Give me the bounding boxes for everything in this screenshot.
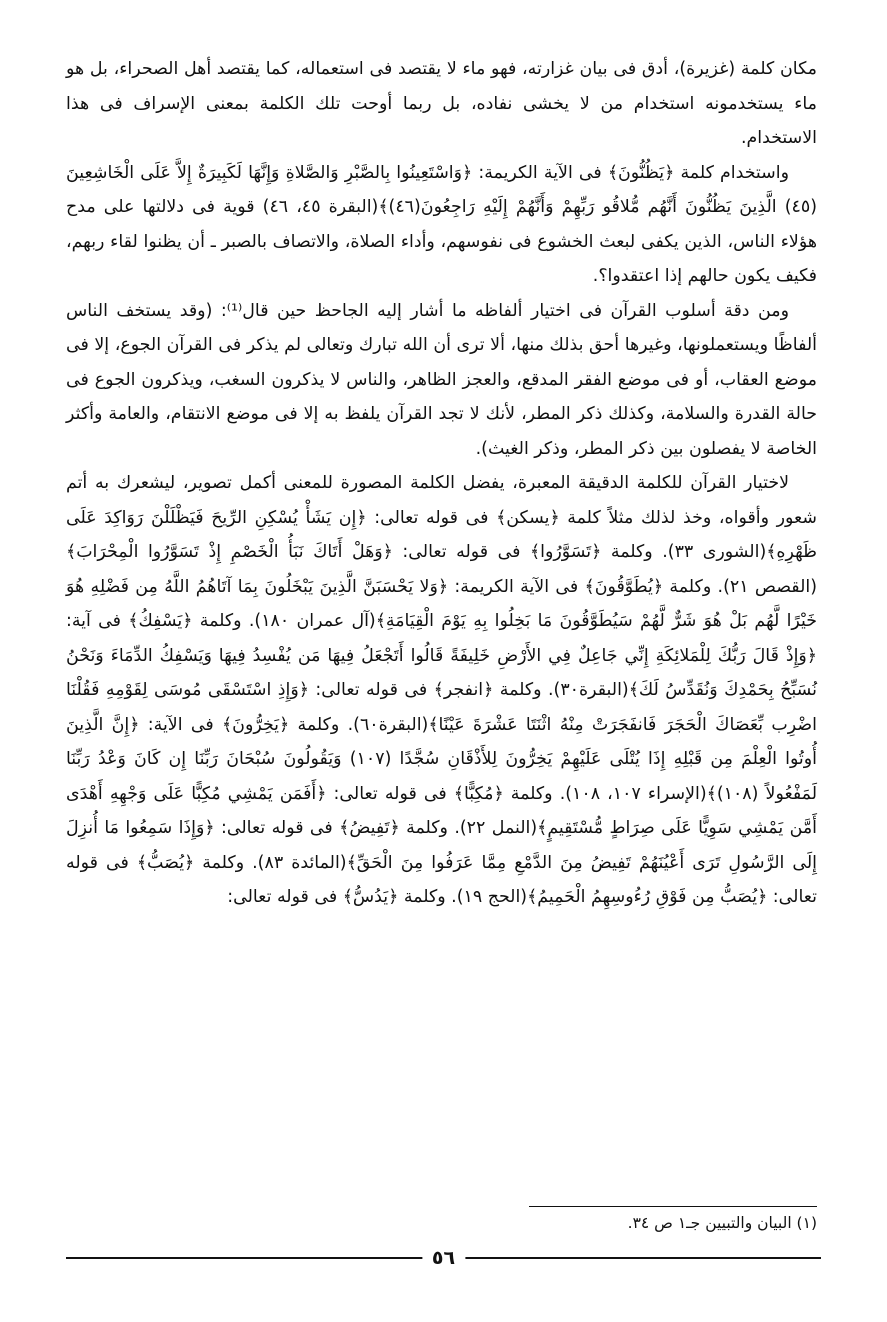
- paragraph: مكان كلمة (غزيرة)، أدق فى بيان غزارته، فهو ماء لا يقتصد فى استعماله، كما يقتصد أهل الصحراء، بل هو ماء يستخدمونه استخدام من لا يخشى نفاده، بل ربما أوحت تلك الكلمة بمعنى الإسراف فى هذا الاستخدام.: [66, 59, 817, 148]
- main-text: [66, 52, 817, 915]
- page-footer: [66, 1244, 821, 1272]
- page-number: ٥٦: [422, 1244, 465, 1272]
- paragraph: ومن دقة أسلوب القرآن فى اختيار ألفاظه ما أشار إليه الجاحظ حين قال⁽¹⁾: (وقد يستخف الناس ألفاظًا ويستعملونها، وغيرها أحق بذلك منها، ألا ترى أن الله تبارك وتعالى لم يذكر فى القرآن الجوع، إلا فى موضع العقاب، أو فى موضع الفقر المدقع، والعجز الظاهر، والناس لا يذكرون السغب، ويذكرون الجوع فى حالة القدرة والسلامة، وكذلك ذكر المطر، لأنك لا تجد القرآن يلفظ به إلا فى موضع الانتقام، والعامة وأكثر الخاصة لا يفصلون بين ذكر المطر، وذكر الغيث).: [66, 300, 817, 459]
- paragraph: واستخدام كلمة ﴿يَظُنُّونَ﴾ فى الآية الكريمة: ﴿وَاسْتَعِينُوا بِالصَّبْرِ وَالصَّلاةِ وَإِنَّهَا لَكَبِيرَةٌ إِلاَّ عَلَى الْخَاشِعِينَ (٤٥) الَّذِينَ يَظُنُّونَ أَنَّهُم مُّلاقُو رَبِّهِمْ وَأَنَّهُمْ إِلَيْهِ رَاجِعُونَ(٤٦)﴾(البقرة ٤٥، ٤٦) قوية فى دلالتها على مدح هؤلاء الناس، الذين يكفى لبعث الخشوع فى نفوسهم، وأداء الصلاة، والاتصاف بالصبر ـ أن يظنوا لقاء ربهم، فكيف يكون حالهم إذا اعتقدوا؟.: [66, 162, 817, 286]
- paragraph: لاختيار القرآن للكلمة الدقيقة المعبرة، يفضل الكلمة المصورة للمعنى أكمل تصوير، ليشعرك به أتم شعور وأقواه، وخذ لذلك مثلاً كلمة ﴿يسكن﴾ فى قوله تعالى: ﴿إِن يَشَأْ يُسْكِنِ الرِّيحَ فَيَظْلَلْنَ رَوَاكِدَ عَلَى ظَهْرِهِ﴾(الشورى ٣٣). وكلمة ﴿تَسَوَّرُوا﴾ فى قوله تعالى: ﴿وَهَلْ أَتَاكَ نَبَأُ الْخَصْمِ إِذْ تَسَوَّرُوا الْمِحْرَابَ﴾(القصص ٢١). وكلمة ﴿يُطَوَّقُونَ﴾ فى الآية الكريمة: ﴿وَلا يَحْسَبَنَّ الَّذِينَ يَبْخَلُونَ بِمَا آتَاهُمُ اللَّهُ مِن فَضْلِهِ هُوَ خَيْرًا لَّهُم بَلْ هُوَ شَرٌّ لَّهُمْ سَيُطَوَّقُونَ مَا بَخِلُوا بِهِ يَوْمَ الْقِيَامَةِ﴾(آل عمران ١٨٠). وكلمة ﴿يَسْفِكُ﴾ فى آية: ﴿وَإِذْ قَالَ رَبُّكَ لِلْمَلائِكَةِ إِنِّي جَاعِلٌ فِي الأَرْضِ خَلِيفَةً قَالُوا أَتَجْعَلُ فِيهَا مَن يُفْسِدُ فِيهَا وَيَسْفِكُ الدِّمَاءَ وَنَحْنُ نُسَبِّحُ بِحَمْدِكَ وَنُقَدِّسُ لَكَ﴾(البقرة٣٠). وكلمة ﴿انفجر﴾ فى قوله تعالى: ﴿وَإِذِ اسْتَسْقَى مُوسَى لِقَوْمِهِ فَقُلْنَا اضْرِب بِّعَصَاكَ الْحَجَرَ فَانفَجَرَتْ مِنْهُ اثْنَتَا عَشْرَةَ عَيْنًا﴾(البقرة٦٠). وكلمة ﴿يَخِرُّونَ﴾ فى الآية: ﴿إِنَّ الَّذِينَ أُوتُوا الْعِلْمَ مِن قَبْلِهِ إِذَا يُتْلَى عَلَيْهِمْ يَخِرُّونَ لِلأَذْقَانِ سُجَّدًا (١٠٧) وَيَقُولُونَ سُبْحَانَ رَبِّنَا إِن كَانَ وَعْدُ رَبِّنَا لَمَفْعُولاً (١٠٨)﴾(الإسراء ١٠٧، ١٠٨). وكلمة ﴿مُكِبًّا﴾ فى قوله تعالى: ﴿أَفَمَن يَمْشِي مُكِبًّا عَلَى وَجْهِهِ أَهْدَى أَمَّن يَمْشِي سَوِيًّا عَلَى صِرَاطٍ مُّسْتَقِيمٍ﴾(النمل ٢٢). وكلمة ﴿تَفِيضُ﴾ فى قوله تعالى: ﴿وَإِذَا سَمِعُوا مَا أُنزِلَ إِلَى الرَّسُولِ تَرَى أَعْيُنَهُمْ تَفِيضُ مِنَ الدَّمْعِ مِمَّا عَرَفُوا مِنَ الْحَقِّ﴾(المائدة ٨٣). وكلمة ﴿يُصَبُّ﴾ فى قوله تعالى: ﴿يُصَبُّ مِن فَوْقِ رُءُوسِهِمُ الْحَمِيمُ﴾(الحج ١٩). وكلمة ﴿يَدُسُّ﴾ فى قوله تعالى:: [66, 473, 818, 907]
- footnote: (١) البيان والتبيين جـ١ ص ٣٤.: [627, 1214, 817, 1232]
- footnote-divider: [529, 1206, 817, 1207]
